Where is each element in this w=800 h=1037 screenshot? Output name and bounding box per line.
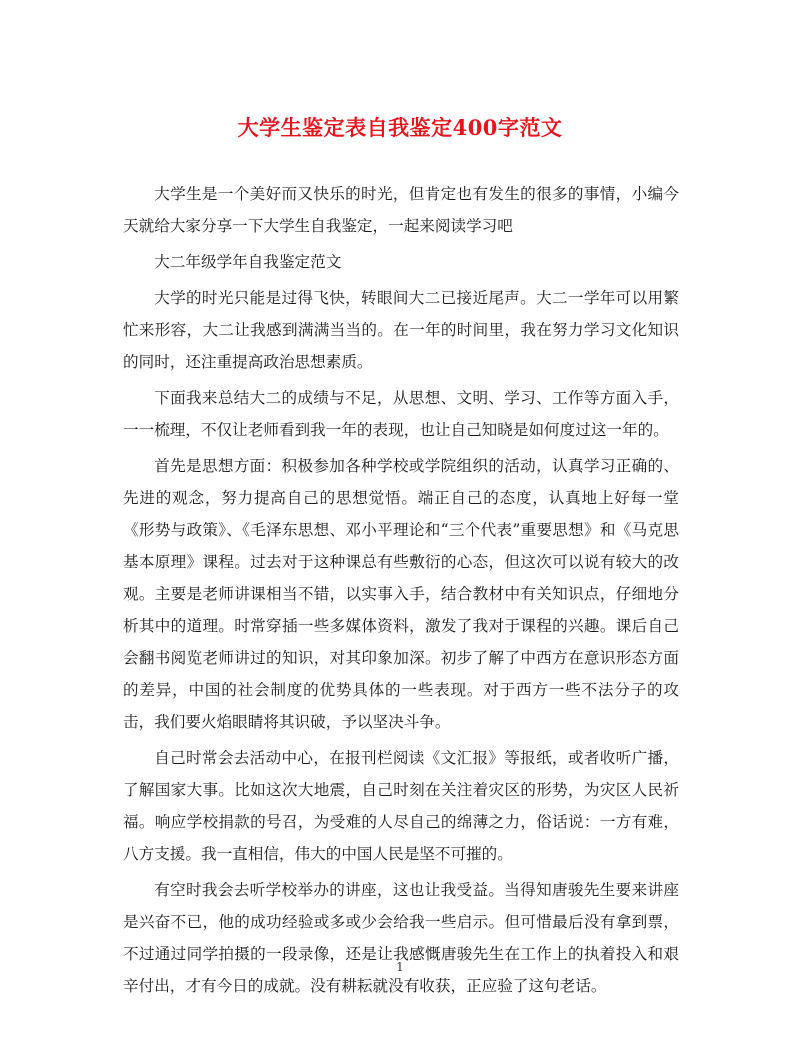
paragraph-current-affairs: 自己时常会去活动中心，在报刊栏阅读《文汇报》等报纸，或者收听广播，了解国家大事。比如这次大地震，自己时刻在关注着灾区的形势，为灾区人民祈福。响应学校捐款的号召，为受难的人尽自己的绵薄之力，俗话说：一方有难，八方支援。我一直相信，伟大的中国人民是坚不可摧的。 xyxy=(123,749,679,863)
paragraph-overview: 大学的时光只能是过得飞快，转眼间大二已接近尾声。大二一学年可以用繁忙来形容，大二让我感到满满当当的。在一年的时间里，我在努力学习文化知识的同时，还注重提高政治思想素质。 xyxy=(123,289,679,371)
section-heading: 大二年级学年自我鉴定范文 xyxy=(154,253,342,271)
paragraph-summary-intro: 下面我来总结大二的成绩与不足，从思想、文明、学习、工作等方面入手，一一梳理，不仅让老师看到我一年的表现，也让自己知晓是如何度过这一年的。 xyxy=(123,389,679,439)
paragraph-intro: 大学生是一个美好而又快乐的时光，但肯定也有发生的很多的事情，小编今天就给大家分享一下大学生自我鉴定，一起来阅读学习吧 xyxy=(123,185,679,235)
paragraph-lectures: 有空时我会去听学校举办的讲座，这也让我受益。当得知唐骏先生要来讲座是兴奋不已，他的成功经验或多或少会给我一些启示。但可惜最后没有拿到票，不过通过同学拍摄的一段录像，还是让我感慨唐骏先生在工作上的执着投入和艰辛付出，才有今日的成就。没有耕耘就没有收获，正应验了这句老话。 xyxy=(123,881,679,995)
document-title: 大学生鉴定表自我鉴定400字范文 xyxy=(237,115,563,140)
page-number: 1 xyxy=(396,960,404,974)
document-body xyxy=(123,178,679,1006)
paragraph-ideology: 首先是思想方面：积极参加各种学校或学院组织的活动，认真学习正确的、先进的观念，努力提高自己的思想觉悟。端正自己的态度，认真地上好每一堂《形势与政策》、《毛泽东思想、邓小平理论和“三个代表”重要思想》和《马克思基本原理》课程。过去对于这种课总有些敷衍的心态，但这次可以说有较大的改观。主要是老师讲课相当不错，以实事入手，结合教材中有关知识点，仔细地分析其中的道理。时常穿插一些多媒体资料，激发了我对于课程的兴趣。课后自己会翻书阅览老师讲过的知识，对其印象加深。初步了解了中西方在意识形态方面的差异，中国的社会制度的优势具体的一些表现。对于西方一些不法分子的攻击，我们要火焰眼睛将其识破，予以坚决斗争。 xyxy=(123,457,679,731)
